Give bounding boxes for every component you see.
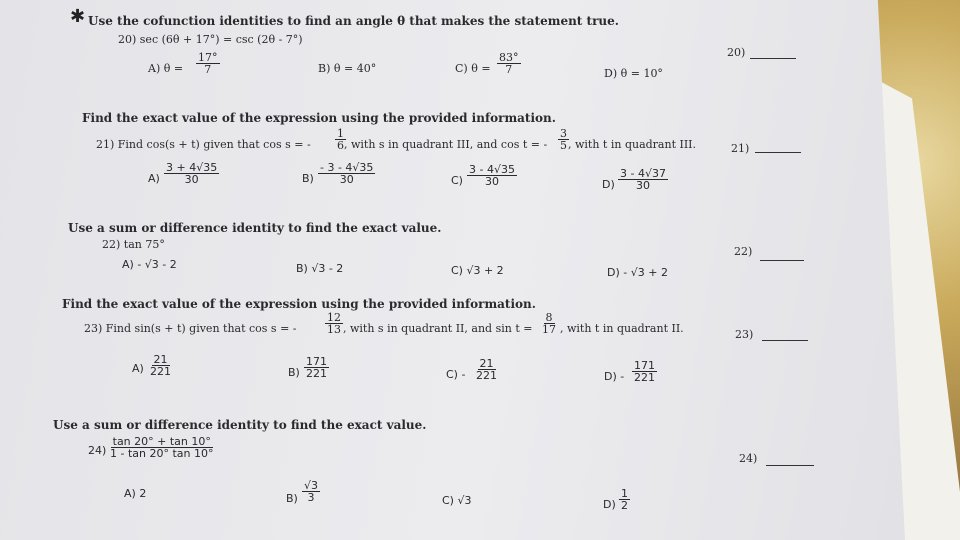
q21-stem-a: 21) Find cos(s + t) given that cos s = - — [96, 138, 311, 151]
q24-d-fraction — [619, 488, 630, 511]
q21-stem-c: , with t in quadrant III. — [568, 138, 697, 151]
q24-label: 24) — [88, 444, 107, 457]
q21-c-den: 30 — [484, 175, 499, 188]
q24-b-num: √3 — [304, 479, 319, 492]
q24-answer-blank[interactable] — [766, 465, 814, 466]
q23-b-num: 171 — [306, 355, 327, 368]
q21-a-fraction — [164, 162, 219, 185]
q21-b-num: - 3 - 4√35 — [320, 161, 374, 174]
q21-d-den: 30 — [635, 179, 650, 192]
q23-answer-blank[interactable] — [762, 340, 808, 341]
q20-c-prefix: C) θ = — [455, 62, 491, 75]
q21-answer-blank[interactable] — [755, 152, 801, 153]
q24-den: 1 - tan 20° tan 10° — [110, 447, 214, 460]
q24-d-num: 1 — [621, 487, 628, 500]
q20-answer-blank[interactable] — [750, 58, 796, 59]
q23-b-label: B) — [288, 366, 300, 379]
instruction-exact-1: Find the exact value of the expression using the provided information. — [82, 111, 556, 125]
q24-b-label: B) — [286, 492, 298, 505]
q21-s-den: 6 — [337, 139, 344, 152]
q22-a: A) - √3 - 2 — [122, 258, 177, 271]
q24-num: tan 20° + tan 10° — [112, 435, 211, 448]
q20-stem: 20) sec (6θ + 17°) = csc (2θ - 7°) — [118, 33, 303, 46]
q23-c-num: 21 — [479, 357, 494, 370]
q20-a-den: 7 — [204, 63, 212, 76]
q21-c-fraction — [467, 164, 517, 187]
star-icon: ✱ — [70, 6, 86, 27]
q20-answer-label: 20) — [727, 46, 746, 59]
q23-b-fraction — [304, 356, 329, 379]
q23-t-num: 8 — [545, 311, 553, 324]
q23-s-den: 13 — [327, 323, 341, 336]
instruction-sum-diff-1: Use a sum or difference identity to find the exact value. — [68, 221, 442, 235]
q24-b-den: 3 — [307, 491, 315, 504]
instruction-sum-diff-2: Use a sum or difference identity to find the exact value. — [53, 418, 427, 432]
q23-s-num: 12 — [327, 311, 341, 324]
q24-d-den: 2 — [621, 499, 628, 512]
q20-c-den: 7 — [505, 63, 513, 76]
q21-answer-label: 21) — [731, 142, 750, 155]
q21-b-den: 30 — [339, 173, 354, 186]
q21-s-num: 1 — [337, 127, 344, 140]
q22-b: B) √3 - 2 — [296, 262, 344, 275]
q20-a-prefix: A) θ = — [148, 62, 184, 75]
q22-answer-blank[interactable] — [760, 260, 804, 261]
q23-c-label: C) - — [446, 368, 466, 381]
q20-d: D) θ = 10° — [604, 67, 663, 80]
q23-d-num: 171 — [634, 359, 655, 372]
q24-answer-label: 24) — [739, 452, 758, 465]
q23-b-den: 221 — [306, 367, 327, 380]
q20-a-num: 17° — [198, 51, 218, 64]
instruction-exact-2: Find the exact value of the expression using the provided information. — [62, 297, 536, 311]
q22-answer-label: 22) — [734, 245, 753, 258]
q21-b-label: B) — [302, 172, 314, 185]
q23-stem-c: , with t in quadrant II. — [560, 322, 684, 335]
q23-d-den: 221 — [634, 371, 655, 384]
q22-c: C) √3 + 2 — [451, 264, 504, 277]
q23-a-den: 221 — [150, 365, 171, 378]
q24-c: C) √3 — [442, 494, 472, 507]
q21-c-num: 3 - 4√35 — [469, 163, 515, 176]
q23-t-fraction — [540, 312, 558, 335]
q21-d-fraction — [618, 168, 668, 191]
q20-c-num: 83° — [499, 51, 519, 64]
q23-d-fraction — [632, 360, 657, 383]
q21-d-label: D) — [602, 178, 615, 191]
q23-c-fraction — [474, 358, 499, 381]
q21-stem-b: , with s in quadrant III, and cos t = - — [344, 138, 548, 151]
q23-stem-a: 23) Find sin(s + t) given that cos s = - — [84, 322, 297, 335]
q20-c-fraction — [497, 52, 521, 75]
q23-stem-b: , with s in quadrant II, and sin t = — [343, 322, 533, 335]
q21-d-num: 3 - 4√37 — [620, 167, 666, 180]
q24-d-label: D) — [603, 498, 616, 511]
q23-d-label: D) - — [604, 370, 625, 383]
q22-stem: 22) tan 75° — [102, 238, 165, 251]
q21-a-label: A) — [148, 172, 160, 185]
q23-c-den: 221 — [476, 369, 497, 382]
q21-a-den: 30 — [184, 173, 199, 186]
q23-t-den: 17 — [542, 323, 556, 336]
q21-c-label: C) — [451, 174, 463, 187]
q24-a: A) 2 — [124, 487, 147, 500]
instruction-cofunction: Use the cofunction identities to find an angle θ that makes the statement true. — [88, 14, 619, 28]
q23-a-label: A) — [132, 362, 144, 375]
q20-b: B) θ = 40° — [318, 62, 377, 75]
q21-t-num: 3 — [560, 127, 567, 140]
q24-expression — [108, 436, 216, 459]
q21-a-num: 3 + 4√35 — [166, 161, 218, 174]
q23-a-fraction — [148, 354, 173, 377]
q20-a-fraction — [196, 52, 220, 75]
q23-answer-label: 23) — [735, 328, 754, 341]
q21-t-den: 5 — [560, 139, 567, 152]
q21-b-fraction — [318, 162, 375, 185]
q22-d: D) - √3 + 2 — [607, 266, 668, 279]
q24-b-fraction — [302, 480, 320, 503]
q23-s-fraction — [325, 312, 343, 335]
q23-a-num: 21 — [153, 353, 168, 366]
